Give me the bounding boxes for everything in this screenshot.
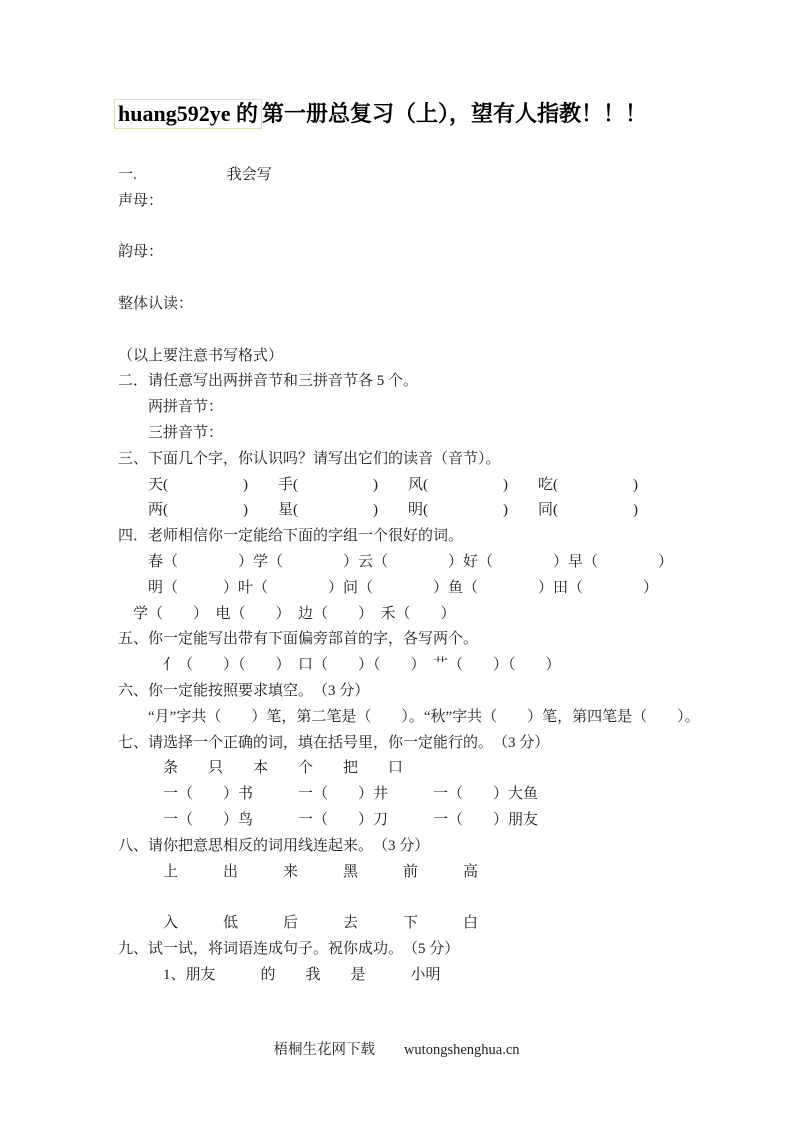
document-line — [118, 885, 743, 911]
document-line — [118, 215, 743, 241]
document-line: 六、你一定能按照要求填空。 （3 分） — [118, 682, 370, 699]
document-line: 声母： — [118, 192, 164, 209]
document-line: 条 只 本 个 把 口 — [118, 760, 404, 777]
document-line: 两拼音节： — [118, 399, 224, 416]
document-line — [118, 318, 743, 344]
document-line: 三、下面几个字，你认识吗？请写出它们的读音（音节）。 — [118, 450, 501, 467]
document-line: 韵母： — [118, 244, 164, 261]
footer-site-name: 梧桐生花网下载 — [273, 1042, 375, 1058]
highlighted-username: huang592ye 的 — [114, 99, 262, 129]
footer — [0, 1038, 793, 1059]
document-content — [118, 96, 743, 989]
document-line: 学（ ） 电（ ） 边（ ） 禾（ ） — [118, 605, 456, 622]
document-line — [118, 266, 743, 292]
document-line: 两( ) 星( ) 明( ) 同( ) — [118, 502, 638, 519]
document-line: 春（ ）学（ ）云（ ）好（ ）早（ ） — [118, 553, 674, 570]
document-line: 二．请任意写出两拼音节和三拼音节各 5 个。 — [118, 373, 419, 390]
document-line: 九、试一试，将词语连成句子。祝你成功。 （5 分） — [118, 940, 460, 957]
document-line: 五、你一定能写出带有下面偏旁部首的字，各写两个。 — [118, 631, 479, 648]
document-line: （以上要注意书写格式） — [118, 347, 284, 364]
document-lines — [118, 163, 743, 989]
document-line: 亻（ ）（ ） 口（ ）（ ） 艹（ ）（ ） — [118, 657, 561, 674]
page-title — [118, 96, 743, 132]
document-line: “月”字共（ ）笔，第二笔是（ ）。“秋”字共（ ）笔，第四笔是（ ）。 — [118, 708, 700, 725]
document-line: 上 出 来 黑 前 高 — [118, 863, 479, 880]
document-line: 入 低 后 去 下 白 — [118, 915, 479, 932]
footer-spacer — [375, 1042, 404, 1058]
document-line: 一（ ）书 一（ ）井 一（ ）大鱼 — [118, 786, 539, 803]
document-line: 七、请选择一个正确的词，填在括号里，你一定能行的。 （3 分） — [118, 734, 550, 751]
document-line: 三拼音节： — [118, 424, 224, 441]
footer-site-url: wutongshenghua.cn — [403, 1042, 520, 1058]
document-line: 一. 我会写 — [118, 167, 272, 183]
title-rest: 第一册总复习（上），望有人指教！！！ — [261, 101, 647, 126]
document-line: 天( ) 手( ) 风( ) 吃( ) — [118, 476, 638, 493]
document-line: 1、朋友 的 我 是 小明 — [118, 966, 441, 983]
document-line: 明（ ）叶（ ）问（ ）鱼（ ）田（ ） — [118, 579, 659, 596]
document-line: 一（ ）鸟 一（ ）刀 一（ ）朋友 — [118, 811, 539, 828]
document-line: 整体认读： — [118, 295, 194, 312]
document-line: 八、请你把意思相反的词用线连起来。 （3 分） — [118, 837, 430, 854]
document-line: 四．老师相信你一定能给下面的字组一个很好的词。 — [118, 528, 464, 545]
